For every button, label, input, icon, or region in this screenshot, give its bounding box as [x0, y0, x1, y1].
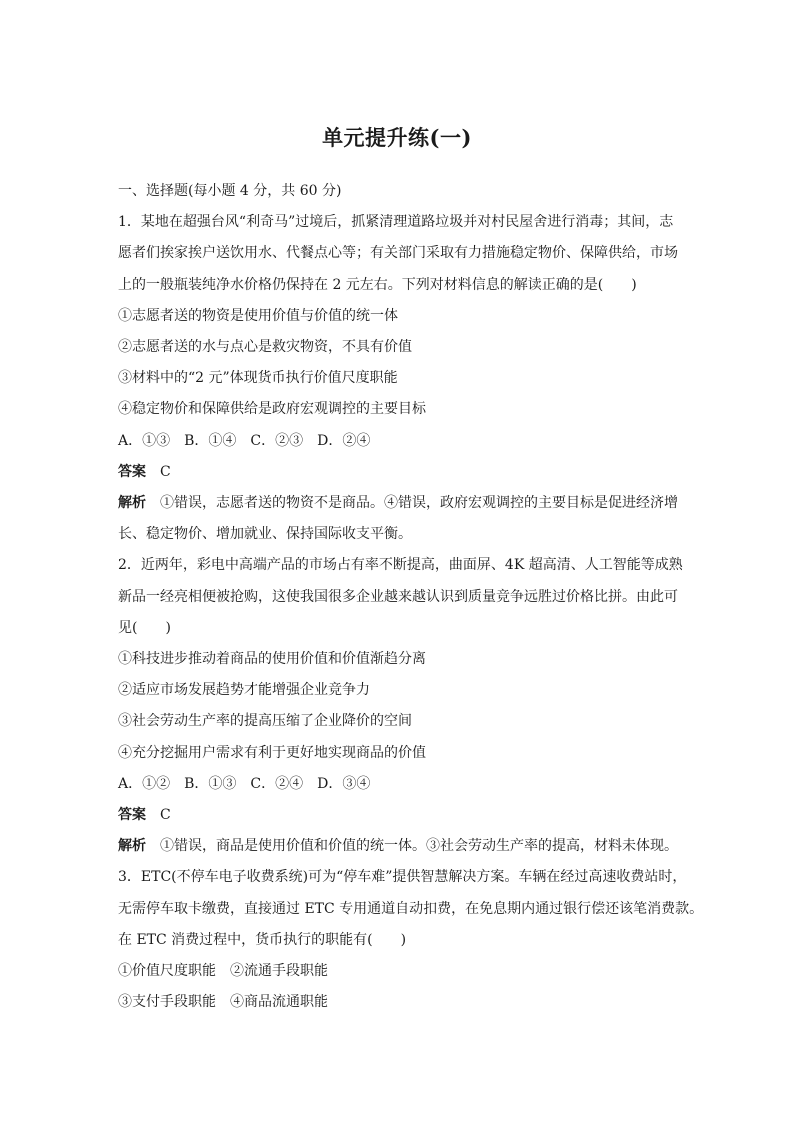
answer-options: A．①② B．①③ C．②④ D．③④ — [118, 775, 371, 792]
question-stem-line: 见( ) — [118, 619, 171, 636]
statement: ④稳定物价和保障供给是政府宏观调控的主要目标 — [118, 401, 426, 418]
statement: ②志愿者送的水与点心是救灾物资，不具有价值 — [118, 339, 412, 356]
answer-options: A．①③ B．①④ C．②③ D．②④ — [118, 432, 371, 449]
answer-label: 答案 — [118, 807, 146, 824]
analysis-label: 解析 — [118, 838, 146, 855]
question-2 — [118, 550, 690, 862]
statement: ②适应市场发展趋势才能增强企业竞争力 — [118, 682, 370, 699]
statement: ①科技进步推动着商品的使用价值和价值渐趋分离 — [118, 651, 426, 668]
question-stem-line: 无需停车取卡缴费，直接通过 ETC 专用通道自动扣费，在免息期内通过银行偿还该笔消费款。 — [118, 900, 704, 917]
statement: ③支付手段职能 ④商品流通职能 — [118, 994, 328, 1011]
page-title: 单元提升练(一) — [322, 125, 472, 150]
analysis-text: ①错误，商品是使用价值和价值的统一体。③社会劳动生产率的提高，材料未体现。 — [160, 838, 678, 855]
statement: ①价值尺度职能 ②流通手段职能 — [118, 963, 328, 980]
analysis-text: ①错误，志愿者送的物资不是商品。④错误，政府宏观调控的主要目标是促进经济增 — [160, 495, 678, 512]
answer-row — [118, 457, 690, 488]
question-3 — [118, 862, 704, 1018]
document-body — [118, 176, 704, 1018]
statement: ③材料中的“2 元”体现货币执行价值尺度职能 — [118, 370, 398, 387]
analysis-text: 长、稳定物价、增加就业、保持国际收支平衡。 — [118, 526, 412, 543]
answer-label: 答案 — [118, 463, 146, 480]
question-stem-line: 3．ETC(不停车电子收费系统)可为“停车难”提供智慧解决方案。车辆在经过高速收费站时， — [118, 869, 687, 886]
question-stem-line: 2．近两年，彩电中高端产品的市场占有率不断提高，曲面屏、4K 超高清、人工智能等成熟 — [118, 557, 683, 574]
statement: ④充分挖掘用户需求有利于更好地实现商品的价值 — [118, 744, 426, 761]
question-stem-line: 1．某地在超强台风“利奇马”过境后，抓紧清理道路垃圾并对村民屋舍进行消毒；其间，志 — [118, 214, 674, 231]
analysis-label: 解析 — [118, 495, 146, 512]
analysis-row — [118, 831, 690, 862]
answer-value: C — [160, 463, 171, 480]
question-1 — [118, 207, 690, 550]
statement: ①志愿者送的物资是使用价值与价值的统一体 — [118, 307, 398, 324]
question-stem-line: 上的一般瓶装纯净水价格仍保持在 2 元左右。下列对材料信息的解读正确的是( ) — [118, 276, 637, 293]
answer-row — [118, 800, 690, 831]
question-stem-line: 在 ETC 消费过程中，货币执行的职能有( ) — [118, 931, 407, 948]
statement: ③社会劳动生产率的提高压缩了企业降价的空间 — [118, 713, 412, 730]
section-heading: 一、选择题(每小题 4 分，共 60 分) — [118, 183, 342, 199]
answer-value: C — [160, 807, 171, 824]
question-stem-line: 愿者们挨家挨户送饮用水、代餐点心等；有关部门采取有力措施稳定物价、保障供给，市场 — [118, 245, 678, 262]
question-stem-line: 新品一经亮相便被抢购，这使我国很多企业越来越认识到质量竞争远胜过价格比拼。由此可 — [118, 588, 678, 605]
analysis-row — [118, 488, 690, 519]
